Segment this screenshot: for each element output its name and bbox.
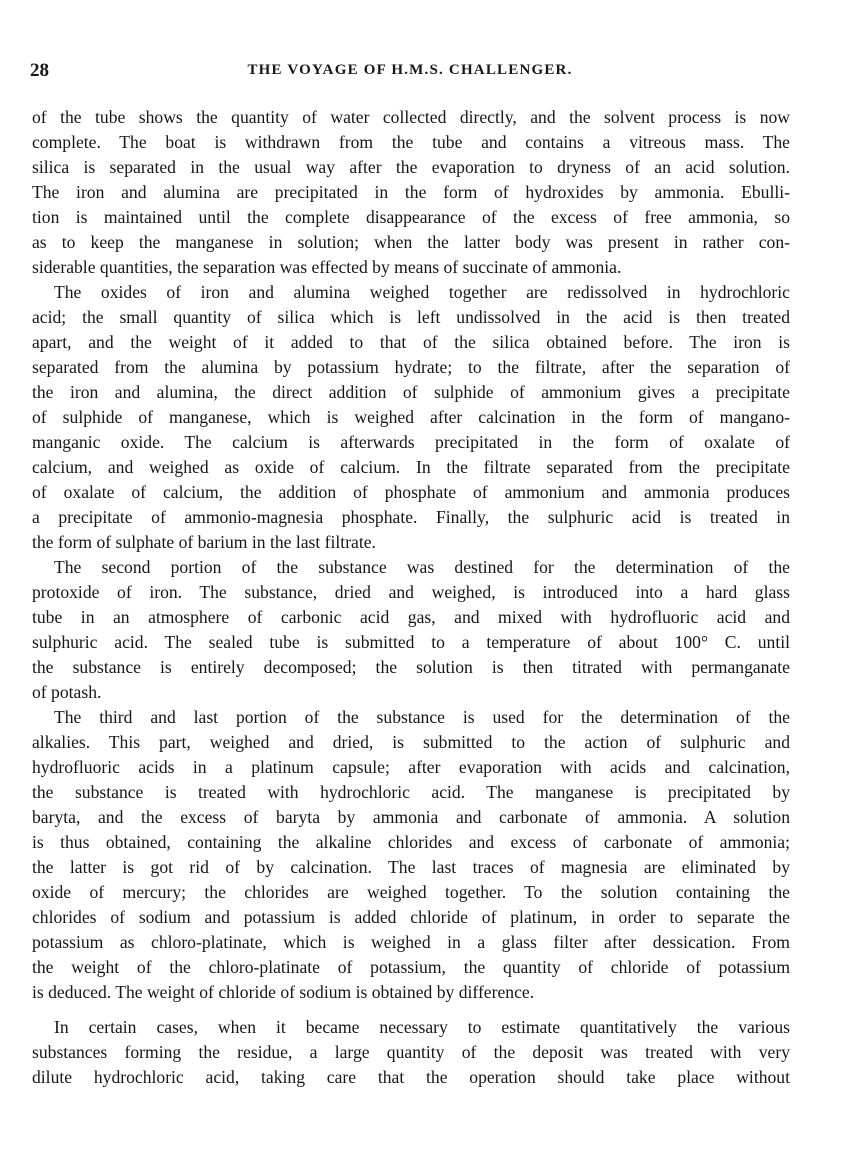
text-line: tube in an atmosphere of carbonic acid gas, and mixed with hydrofluoric acid and (32, 607, 790, 627)
text-line: hydrofluoric acids in a platinum capsule; after evaporation with acids and calcination, (32, 757, 790, 777)
text-line: is thus obtained, containing the alkaline chlorides and excess of carbonate of ammonia; (32, 832, 790, 852)
text-line: the substance is entirely decomposed; the solution is then titrated with permanganate (32, 657, 790, 677)
text-line: siderable quantities, the separation was effected by means of succinate of ammonia. (32, 257, 622, 277)
paragraph (32, 1015, 790, 1090)
text-line: oxide of mercury; the chlorides are weighed together. To the solution containing the (32, 882, 790, 902)
text-line: the latter is got rid of by calcination. The last traces of magnesia are eliminated by (32, 857, 790, 877)
text-line: substances forming the residue, a large quantity of the deposit was treated with very (32, 1042, 790, 1062)
paragraph (32, 105, 790, 280)
text-line: the substance is treated with hydrochloric acid. The manganese is precipitated by (32, 782, 790, 802)
text-line: alkalies. This part, weighed and dried, is submitted to the action of sulphuric and (32, 732, 790, 752)
text-line: the iron and alumina, the direct addition of sulphide of ammonium gives a precipitate (32, 382, 790, 402)
page-number: 28 (30, 60, 49, 81)
text-line: acid; the small quantity of silica which is left undissolved in the acid is then treated (32, 307, 790, 327)
running-title: THE VOYAGE OF H.M.S. CHALLENGER. (247, 62, 573, 78)
text-line: sulphuric acid. The sealed tube is submitted to a temperature of about 100° C. until (32, 632, 790, 652)
text-line: separated from the alumina by potassium hydrate; to the filtrate, after the separation of (32, 357, 790, 377)
text-line: as to keep the manganese in solution; when the latter body was present in rather con- (32, 232, 790, 252)
text-line: tion is maintained until the complete disappearance of the excess of free ammonia, so (32, 207, 790, 227)
text-line: baryta, and the excess of baryta by ammonia and carbonate of ammonia. A solution (32, 807, 790, 827)
page-header (30, 60, 790, 84)
text-line: complete. The boat is withdrawn from the tube and contains a vitreous mass. The (32, 132, 790, 152)
text-line: The third and last portion of the substance is used for the determination of the (54, 707, 790, 727)
text-line: apart, and the weight of it added to that of the silica obtained before. The iron is (32, 332, 790, 352)
text-line: In certain cases, when it became necessary to estimate quantitatively the various (54, 1017, 790, 1037)
text-line: potassium as chloro-platinate, which is weighed in a glass filter after dessication. From (32, 932, 790, 952)
text-line: chlorides of sodium and potassium is added chloride of platinum, in order to separate the (32, 907, 790, 927)
text-line: of sulphide of manganese, which is weighed after calcination in the form of mangano- (32, 407, 790, 427)
paragraph (32, 280, 790, 555)
text-line: the form of sulphate of barium in the last filtrate. (32, 532, 376, 552)
text-line: of oxalate of calcium, the addition of phosphate of ammonium and ammonia produces (32, 482, 790, 502)
text-line: The second portion of the substance was destined for the determination of the (54, 557, 790, 577)
text-line: calcium, and weighed as oxide of calcium. In the filtrate separated from the precipitate (32, 457, 790, 477)
text-line: manganic oxide. The calcium is afterwards precipitated in the form of oxalate of (32, 432, 790, 452)
text-line: the weight of the chloro-platinate of potassium, the quantity of chloride of potassium (32, 957, 790, 977)
text-line: a precipitate of ammonio-magnesia phosphate. Finally, the sulphuric acid is treated in (32, 507, 790, 527)
text-line: The oxides of iron and alumina weighed together are redissolved in hydrochloric (54, 282, 790, 302)
text-line: dilute hydrochloric acid, taking care that the operation should take place without (32, 1067, 790, 1087)
text-line: silica is separated in the usual way after the evaporation to dryness of an acid solution. (32, 157, 790, 177)
body-text (32, 105, 790, 1090)
text-line: The iron and alumina are precipitated in the form of hydroxides by ammonia. Ebulli- (32, 182, 790, 202)
text-line: protoxide of iron. The substance, dried and weighed, is introduced into a hard glass (32, 582, 790, 602)
text-line: is deduced. The weight of chloride of sodium is obtained by difference. (32, 982, 535, 1002)
text-line: of potash. (32, 682, 102, 702)
text-line: of the tube shows the quantity of water collected directly, and the solvent process is now (32, 107, 790, 127)
paragraph (32, 555, 790, 705)
paragraph (32, 705, 790, 1005)
